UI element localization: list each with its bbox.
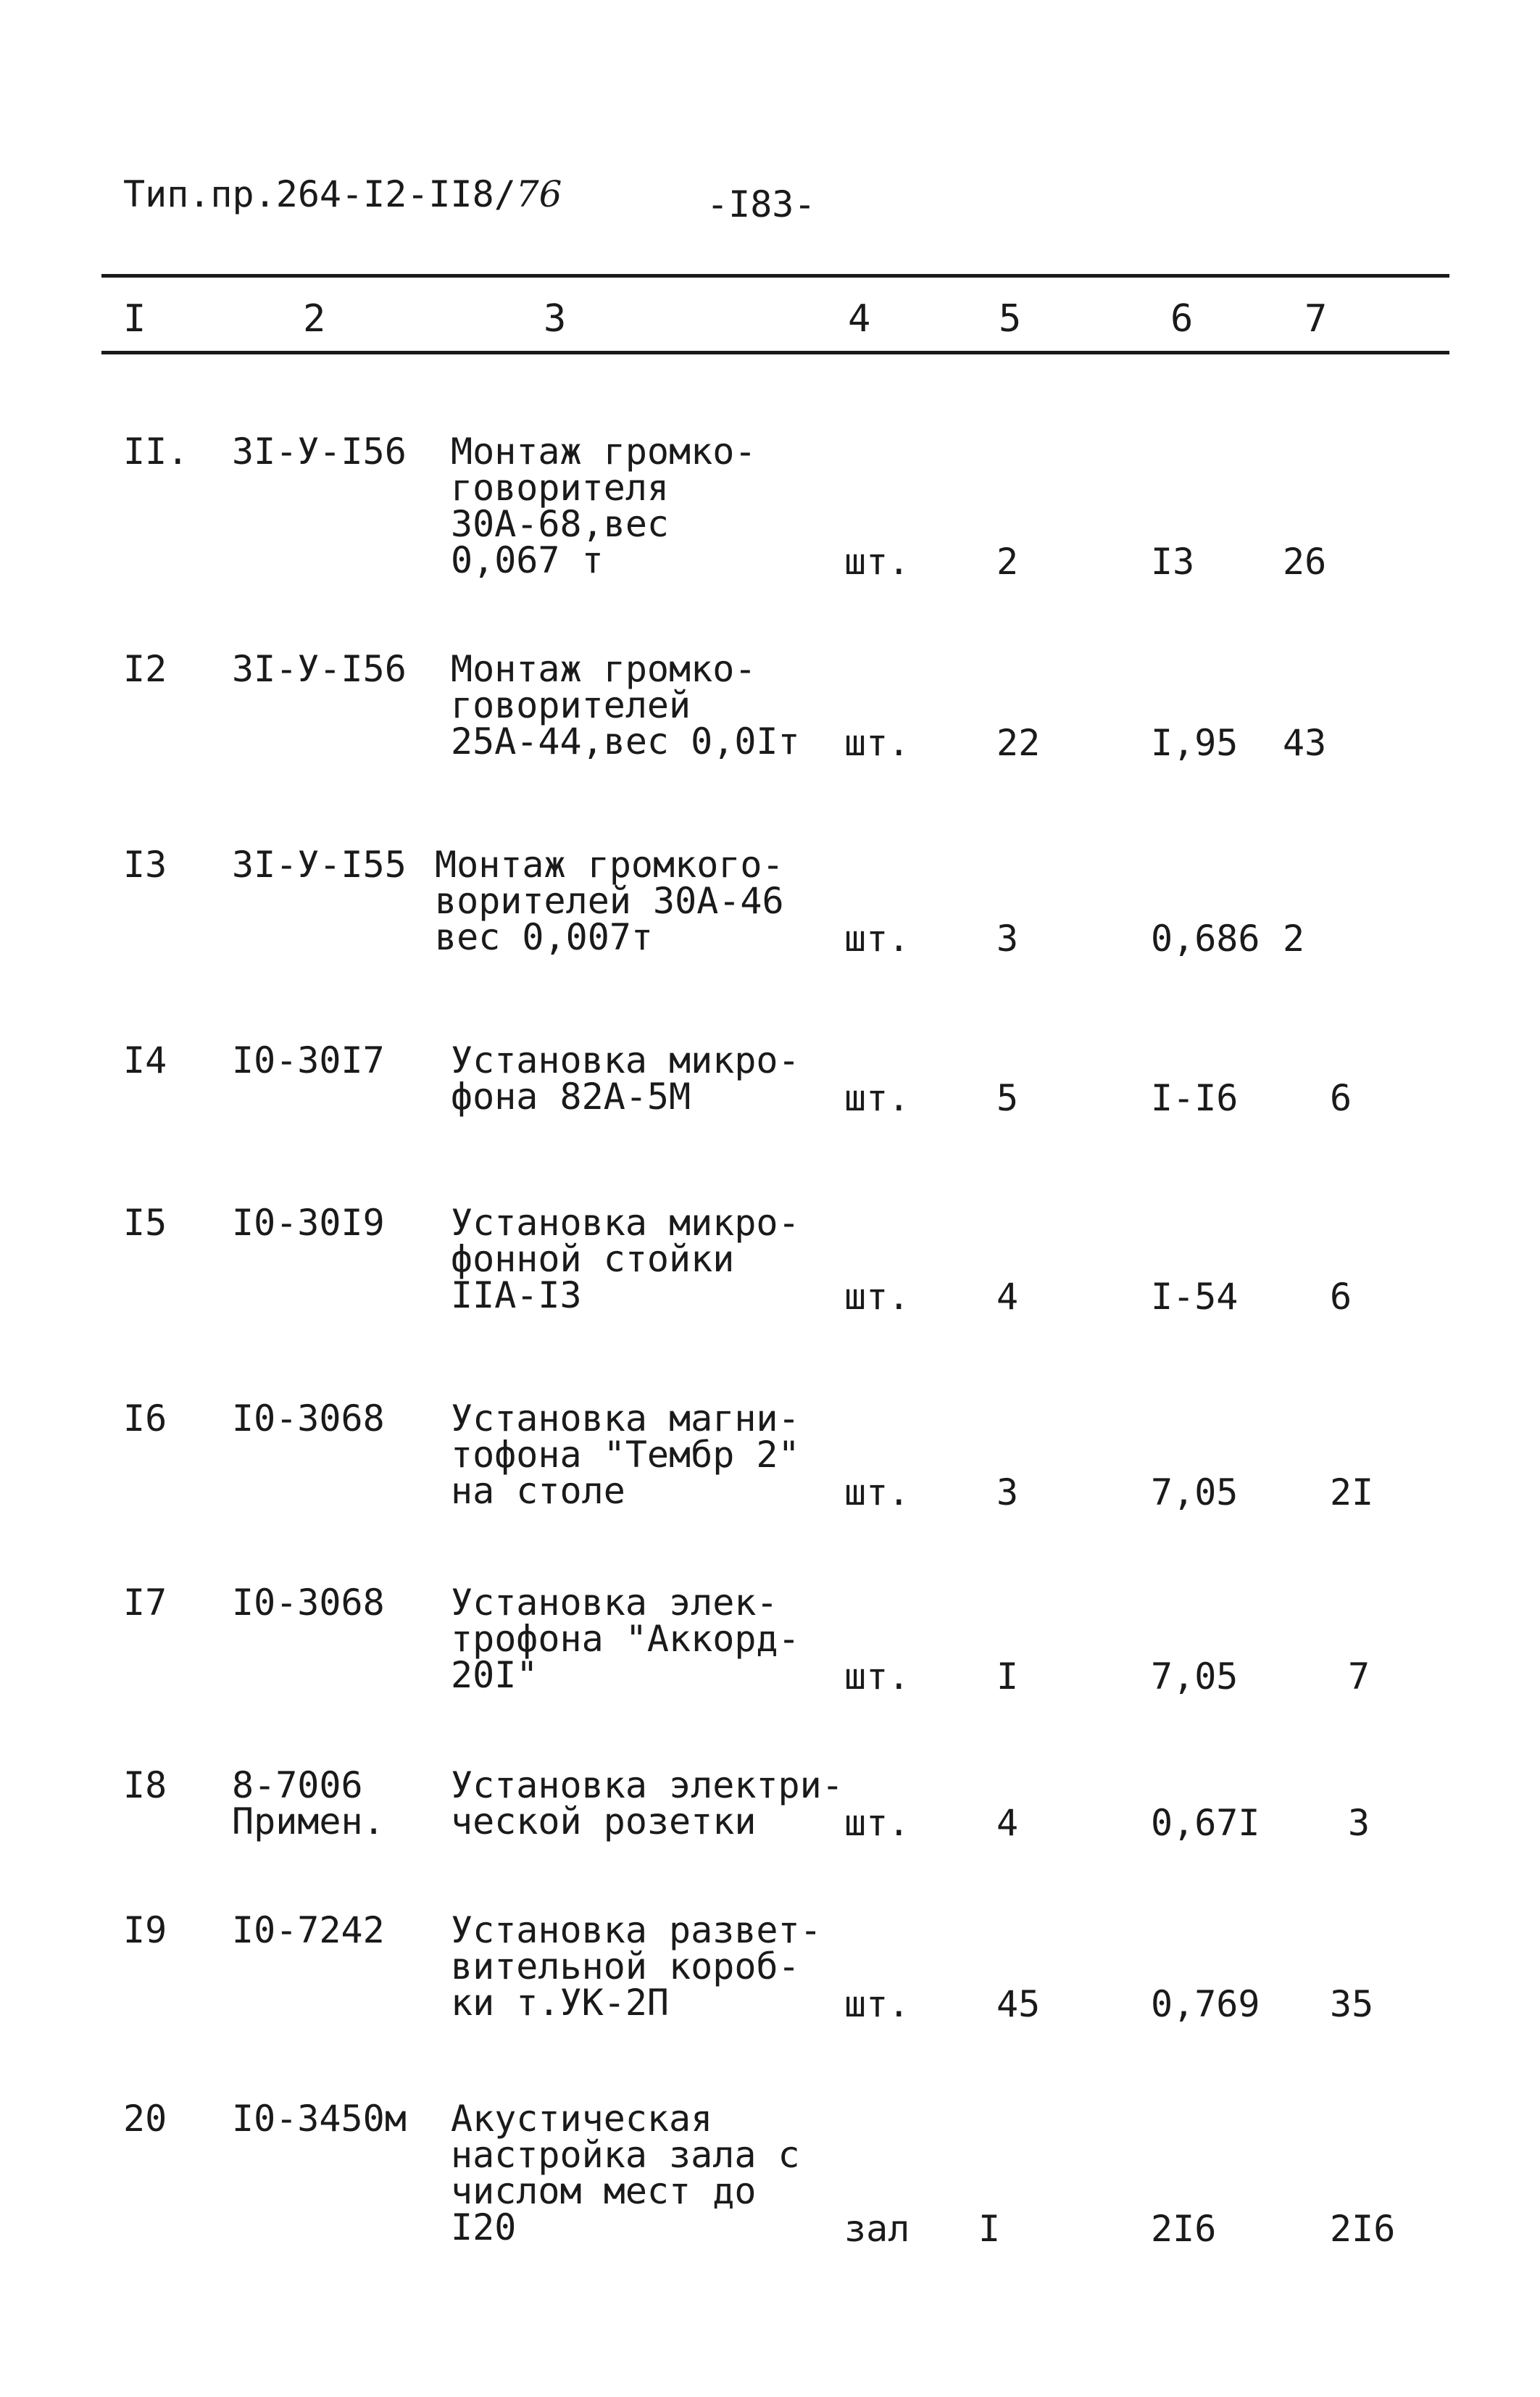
row-number: I7 [123,1582,167,1624]
column-header-5: 5 [999,297,1022,341]
work-name: Установка электри- ческой розетки [451,1764,844,1843]
norm-code: I0-30I9 [232,1202,385,1244]
unit: шт. [844,722,910,764]
norm-code: 3I-У-I56 [232,431,407,473]
unit: шт. [844,1656,910,1698]
document-code-typed: Тип.пр.264-I2-II8/ [123,173,516,215]
unit: шт. [844,1276,910,1318]
total: 35 [1330,1983,1374,2025]
quantity: I [978,2208,1001,2250]
work-name: Установка развет- вительной короб- ки т.УК-2П [451,1909,822,2024]
norm-code: I0-3068 [232,1582,385,1624]
column-header-4: 4 [848,297,871,341]
total: 6 [1330,1077,1352,1119]
unit-price: I,95 [1151,722,1239,764]
row-number: I5 [123,1202,167,1244]
total: 2I [1330,1471,1374,1513]
quantity: 2 [996,541,1019,583]
work-name: Монтаж громкого- ворителей 30А-46 вес 0,007т [435,844,784,958]
page-number: -I83- [707,183,816,225]
work-name: Установка магни- тофона "Тембр 2" на столе [451,1397,800,1512]
quantity: I [996,1656,1019,1698]
work-name: Акустическая настройка зала с числом мест до I20 [451,2098,800,2248]
row-number: I3 [123,844,167,886]
total: 43 [1283,722,1327,764]
row-number: I8 [123,1764,167,1806]
work-name: Монтаж громко- говорителя 30А-68,вес 0,067 т [451,431,757,581]
quantity: 4 [996,1802,1019,1844]
column-header-7: 7 [1304,297,1328,341]
total: 2 [1283,918,1305,960]
row-number: 20 [123,2098,167,2140]
document-code [123,173,562,216]
quantity: 5 [996,1077,1019,1119]
total: 2I6 [1330,2208,1396,2250]
work-name: Установка элек- трофона "Аккорд- 20I" [451,1582,800,1696]
total: 7 [1348,1656,1370,1698]
table-top-rule [101,274,1449,278]
norm-code: 3I-У-I56 [232,648,407,690]
norm-code: I0-7242 [232,1909,385,1951]
norm-code: I0-3450м [232,2098,407,2140]
quantity: 45 [996,1983,1041,2025]
unit: шт. [844,541,910,583]
total: 3 [1348,1802,1370,1844]
norm-code: I0-3068 [232,1397,385,1440]
column-header-3: 3 [544,297,567,341]
row-number: I6 [123,1397,167,1440]
unit: шт. [844,1077,910,1119]
unit: шт. [844,1802,910,1844]
unit-price: I-54 [1151,1276,1239,1318]
work-name: Монтаж громко- говорителей 25А-44,вес 0,0Iт [451,648,800,763]
unit: шт. [844,1983,910,2025]
unit-price: 7,05 [1151,1471,1239,1513]
quantity: 3 [996,918,1019,960]
unit-price: I3 [1151,541,1195,583]
work-name: Установка микро- фонной стойки IIА-I3 [451,1202,800,1316]
column-header-1: I [123,297,146,341]
unit-price: 0,686 [1151,918,1260,960]
row-number: I4 [123,1039,167,1081]
table-header-rule [101,351,1449,354]
norm-code: 3I-У-I55 [232,844,407,886]
column-header-2: 2 [303,297,326,341]
unit-price: 0,67I [1151,1802,1260,1844]
norm-code: I0-30I7 [232,1039,385,1081]
unit: шт. [844,1471,910,1513]
unit-price: 2I6 [1151,2208,1217,2250]
total: 6 [1330,1276,1352,1318]
total: 26 [1283,541,1327,583]
row-number: I9 [123,1909,167,1951]
column-header-6: 6 [1170,297,1194,341]
quantity: 4 [996,1276,1019,1318]
norm-code: 8-7006 Примен. [232,1764,385,1843]
row-number: I2 [123,648,167,690]
row-number: II. [123,431,189,473]
unit: зал [844,2208,910,2250]
unit-price: 0,769 [1151,1983,1260,2025]
work-name: Установка микро- фона 82А-5М [451,1039,800,1118]
unit: шт. [844,918,910,960]
unit-price: I-I6 [1151,1077,1239,1119]
quantity: 22 [996,722,1041,764]
unit-price: 7,05 [1151,1656,1239,1698]
quantity: 3 [996,1471,1019,1513]
document-code-handwritten: 76 [515,173,562,215]
